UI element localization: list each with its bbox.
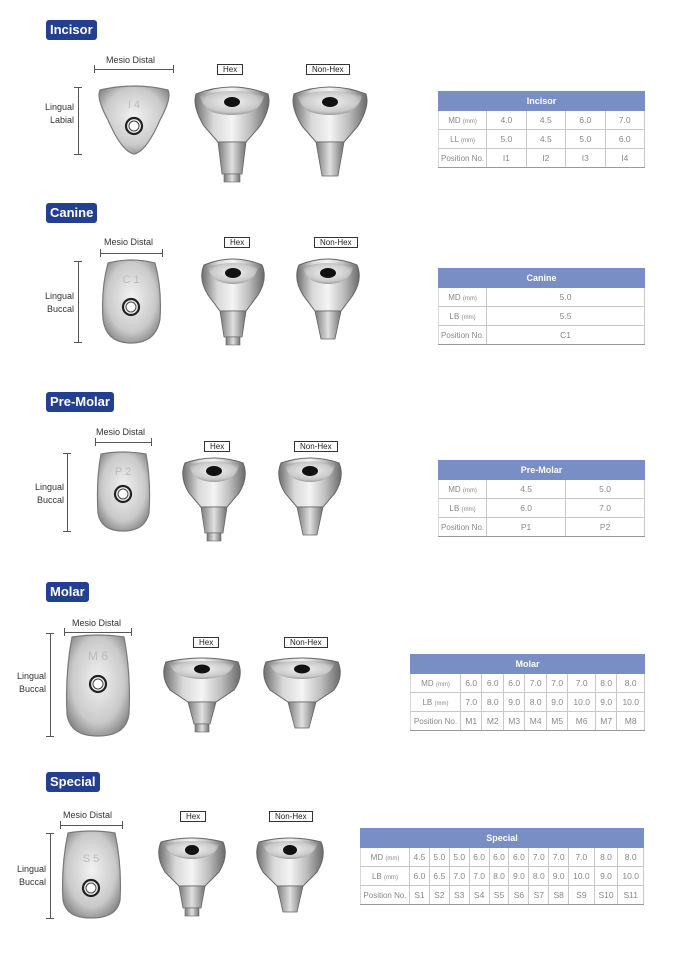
side-label-1: Lingual bbox=[16, 864, 46, 874]
dimension-tick bbox=[94, 65, 95, 73]
table-title: Incisor bbox=[439, 92, 645, 111]
canine-top-view bbox=[100, 259, 163, 345]
table-cell: P1 bbox=[487, 518, 566, 537]
table-cell: 8.0 bbox=[525, 693, 546, 712]
dimension-tick bbox=[63, 453, 71, 454]
table-cell: 6.0 bbox=[487, 499, 566, 518]
table-row-position bbox=[439, 518, 645, 537]
dimension-tick bbox=[46, 633, 54, 634]
section-premolar bbox=[0, 385, 681, 580]
premolar-spec-table bbox=[438, 460, 645, 537]
molar-top-view bbox=[64, 634, 132, 738]
molar-spec-table bbox=[410, 654, 645, 731]
row-header: Position No. bbox=[439, 149, 487, 168]
non-hex-label: Non-Hex bbox=[269, 811, 313, 822]
table-cell: S8 bbox=[549, 886, 569, 905]
non-hex-label: Non-Hex bbox=[294, 441, 338, 452]
table-cell: 4.5 bbox=[526, 111, 565, 130]
table-row-md bbox=[439, 480, 645, 499]
table-cell: 4.5 bbox=[526, 130, 565, 149]
table-cell: C1 bbox=[487, 326, 645, 345]
section-title: Incisor bbox=[46, 20, 97, 40]
row-header: Position No. bbox=[439, 518, 487, 537]
mesio-distal-label: Mesio Distal bbox=[104, 237, 154, 247]
canine-spec-table bbox=[438, 268, 645, 345]
table-cell: 8.0 bbox=[489, 867, 509, 886]
section-title: Pre-Molar bbox=[46, 392, 114, 412]
row-header: MD (mm) bbox=[361, 848, 410, 867]
side-label-1: Lingual bbox=[44, 291, 74, 301]
table-cell: 6.0 bbox=[509, 848, 529, 867]
table-cell: 8.0 bbox=[482, 693, 503, 712]
table-title: Molar bbox=[411, 655, 645, 674]
hex-abutment-image bbox=[155, 836, 229, 920]
table-cell: 7.0 bbox=[449, 867, 469, 886]
table-title: Pre-Molar bbox=[439, 461, 645, 480]
table-cell: 6.0 bbox=[503, 674, 524, 693]
table-row-md bbox=[361, 848, 644, 867]
table-cell: 6.0 bbox=[482, 674, 503, 693]
table-cell: I1 bbox=[487, 149, 526, 168]
row-header: LB (mm) bbox=[361, 867, 410, 886]
table-cell: 9.0 bbox=[503, 693, 524, 712]
row-header: Position No. bbox=[439, 326, 487, 345]
table-cell: I3 bbox=[566, 149, 605, 168]
table-cell: 6.0 bbox=[461, 674, 482, 693]
table-title: Canine bbox=[439, 269, 645, 288]
table-row-lb bbox=[411, 693, 645, 712]
special-top-view bbox=[60, 830, 123, 920]
table-cell: M5 bbox=[546, 712, 567, 731]
table-cell: I4 bbox=[605, 149, 645, 168]
table-cell: M1 bbox=[461, 712, 482, 731]
row-header: LB (mm) bbox=[439, 499, 487, 518]
hex-label: Hex bbox=[180, 811, 206, 822]
table-cell: M3 bbox=[503, 712, 524, 731]
table-cell: M8 bbox=[617, 712, 645, 731]
table-cell: 5.0 bbox=[487, 288, 645, 307]
premolar-top-view bbox=[95, 451, 152, 533]
hex-label: Hex bbox=[224, 237, 250, 248]
table-cell: 10.0 bbox=[617, 693, 645, 712]
row-header: MD (mm) bbox=[439, 111, 487, 130]
table-cell: S9 bbox=[569, 886, 594, 905]
table-cell: 4.5 bbox=[487, 480, 566, 499]
table-cell: 10.0 bbox=[618, 867, 644, 886]
side-label-1: Lingual bbox=[34, 482, 64, 492]
table-row-position bbox=[361, 886, 644, 905]
table-cell: 7.0 bbox=[568, 674, 596, 693]
mesio-distal-label: Mesio Distal bbox=[106, 55, 156, 65]
table-cell: 6.5 bbox=[429, 867, 449, 886]
hex-label: Hex bbox=[217, 64, 243, 75]
mesio-distal-label: Mesio Distal bbox=[96, 427, 146, 437]
incisor-spec-table bbox=[438, 91, 645, 168]
table-cell: 8.0 bbox=[618, 848, 644, 867]
table-cell: 8.0 bbox=[595, 674, 616, 693]
dimension-tick bbox=[173, 65, 174, 73]
table-cell: 7.0 bbox=[605, 111, 645, 130]
section-incisor bbox=[0, 0, 681, 195]
part-engraving: I 4 bbox=[127, 99, 141, 111]
non-hex-label: Non-Hex bbox=[306, 64, 350, 75]
non-hex-label: Non-Hex bbox=[314, 237, 358, 248]
non-hex-abutment-image bbox=[293, 255, 363, 347]
row-header: MD (mm) bbox=[411, 674, 461, 693]
table-cell: 8.0 bbox=[617, 674, 645, 693]
table-cell: 7.0 bbox=[549, 848, 569, 867]
section-special bbox=[0, 770, 681, 958]
table-row-lb bbox=[439, 307, 645, 326]
section-title: Molar bbox=[46, 582, 89, 602]
table-cell: 5.0 bbox=[449, 848, 469, 867]
side-label-2: Buccal bbox=[46, 304, 74, 314]
section-canine bbox=[0, 195, 681, 385]
dimension-tick bbox=[162, 249, 163, 257]
dimension-tick bbox=[46, 833, 54, 834]
dimension-tick bbox=[100, 249, 101, 257]
dimension-tick bbox=[151, 438, 152, 446]
table-cell: S5 bbox=[489, 886, 509, 905]
table-row-lb bbox=[361, 867, 644, 886]
row-header: Position No. bbox=[411, 712, 461, 731]
non-hex-label: Non-Hex bbox=[284, 637, 328, 648]
table-cell: 5.0 bbox=[566, 130, 605, 149]
table-title: Special bbox=[361, 829, 644, 848]
row-header: LB (mm) bbox=[439, 307, 487, 326]
table-row-position bbox=[439, 326, 645, 345]
table-cell: I2 bbox=[526, 149, 565, 168]
table-cell: 9.0 bbox=[594, 867, 618, 886]
table-cell: 5.0 bbox=[566, 480, 645, 499]
table-cell: 9.0 bbox=[546, 693, 567, 712]
dimension-line bbox=[50, 833, 51, 918]
table-cell: 5.5 bbox=[487, 307, 645, 326]
table-cell: S10 bbox=[594, 886, 618, 905]
dimension-line bbox=[94, 69, 174, 70]
table-cell: 6.0 bbox=[469, 848, 489, 867]
table-cell: 4.0 bbox=[487, 111, 526, 130]
mesio-distal-label: Mesio Distal bbox=[72, 618, 122, 628]
table-cell: 9.0 bbox=[595, 693, 616, 712]
table-row-position bbox=[439, 149, 645, 168]
table-cell: 7.0 bbox=[529, 848, 549, 867]
table-row-position bbox=[411, 712, 645, 731]
table-cell: S11 bbox=[618, 886, 644, 905]
table-cell: S6 bbox=[509, 886, 529, 905]
part-engraving: C 1 bbox=[122, 274, 140, 286]
dimension-line bbox=[78, 87, 79, 154]
hex-abutment-image bbox=[179, 455, 249, 543]
dimension-tick bbox=[122, 821, 123, 829]
table-cell: 7.0 bbox=[469, 867, 489, 886]
dimension-line bbox=[100, 253, 163, 254]
non-hex-abutment-image bbox=[260, 656, 344, 736]
non-hex-abutment-image bbox=[290, 84, 370, 184]
dimension-tick bbox=[95, 438, 96, 446]
part-engraving: S 5 bbox=[82, 853, 100, 865]
dimension-tick bbox=[46, 918, 54, 919]
table-row-lb bbox=[439, 499, 645, 518]
dimension-line bbox=[50, 633, 51, 736]
row-header: MD (mm) bbox=[439, 288, 487, 307]
table-cell: 10.0 bbox=[569, 867, 594, 886]
hex-abutment-image bbox=[192, 84, 272, 184]
part-engraving: M 6 bbox=[87, 649, 109, 663]
side-label-1: Lingual bbox=[44, 102, 74, 112]
dimension-tick bbox=[74, 261, 82, 262]
dimension-tick bbox=[74, 154, 82, 155]
side-label-1: Lingual bbox=[16, 671, 46, 681]
side-label-2: Buccal bbox=[36, 495, 64, 505]
side-label-2: Buccal bbox=[18, 877, 46, 887]
table-cell: 8.0 bbox=[594, 848, 618, 867]
row-header: LL (mm) bbox=[439, 130, 487, 149]
table-cell: 9.0 bbox=[509, 867, 529, 886]
table-cell: 7.0 bbox=[569, 848, 594, 867]
table-cell: S4 bbox=[469, 886, 489, 905]
table-cell: 10.0 bbox=[568, 693, 596, 712]
table-row-md bbox=[411, 674, 645, 693]
row-header: Position No. bbox=[361, 886, 410, 905]
table-cell: 7.0 bbox=[566, 499, 645, 518]
part-engraving: P 2 bbox=[114, 466, 132, 478]
dimension-line bbox=[60, 825, 123, 826]
section-title: Canine bbox=[46, 203, 97, 223]
non-hex-abutment-image bbox=[275, 455, 345, 543]
hex-label: Hex bbox=[193, 637, 219, 648]
mesio-distal-label: Mesio Distal bbox=[63, 810, 113, 820]
table-cell: S1 bbox=[410, 886, 430, 905]
non-hex-abutment-image bbox=[253, 836, 327, 920]
incisor-top-view bbox=[94, 84, 174, 158]
special-spec-table bbox=[360, 828, 644, 905]
table-cell: 7.0 bbox=[525, 674, 546, 693]
table-cell: M4 bbox=[525, 712, 546, 731]
hex-label: Hex bbox=[204, 441, 230, 452]
section-title: Special bbox=[46, 772, 100, 792]
dimension-line bbox=[78, 261, 79, 342]
hex-abutment-image bbox=[198, 255, 268, 347]
hex-abutment-image bbox=[160, 656, 244, 736]
table-cell: M6 bbox=[568, 712, 596, 731]
side-label-2: Labial bbox=[49, 115, 74, 125]
table-row-md bbox=[439, 288, 645, 307]
dimension-tick bbox=[46, 736, 54, 737]
table-cell: 9.0 bbox=[549, 867, 569, 886]
table-cell: 6.0 bbox=[410, 867, 430, 886]
table-cell: S2 bbox=[429, 886, 449, 905]
dimension-line bbox=[95, 442, 152, 443]
dimension-line bbox=[64, 632, 132, 633]
table-cell: P2 bbox=[566, 518, 645, 537]
table-row-ll bbox=[439, 130, 645, 149]
table-cell: 6.0 bbox=[605, 130, 645, 149]
table-cell: 6.0 bbox=[566, 111, 605, 130]
table-row-md bbox=[439, 111, 645, 130]
table-cell: 5.0 bbox=[429, 848, 449, 867]
table-cell: 5.0 bbox=[487, 130, 526, 149]
table-cell: 6.0 bbox=[489, 848, 509, 867]
dimension-tick bbox=[74, 87, 82, 88]
section-molar bbox=[0, 580, 681, 770]
table-cell: 7.0 bbox=[461, 693, 482, 712]
dimension-tick bbox=[63, 531, 71, 532]
table-cell: 7.0 bbox=[546, 674, 567, 693]
table-cell: M2 bbox=[482, 712, 503, 731]
dimension-tick bbox=[74, 342, 82, 343]
dimension-tick bbox=[60, 821, 61, 829]
row-header: LB (mm) bbox=[411, 693, 461, 712]
row-header: MD (mm) bbox=[439, 480, 487, 499]
table-cell: 8.0 bbox=[529, 867, 549, 886]
table-cell: 4.5 bbox=[410, 848, 430, 867]
dimension-line bbox=[67, 453, 68, 531]
table-cell: M7 bbox=[595, 712, 616, 731]
table-cell: S7 bbox=[529, 886, 549, 905]
table-cell: S3 bbox=[449, 886, 469, 905]
side-label-2: Buccal bbox=[18, 684, 46, 694]
